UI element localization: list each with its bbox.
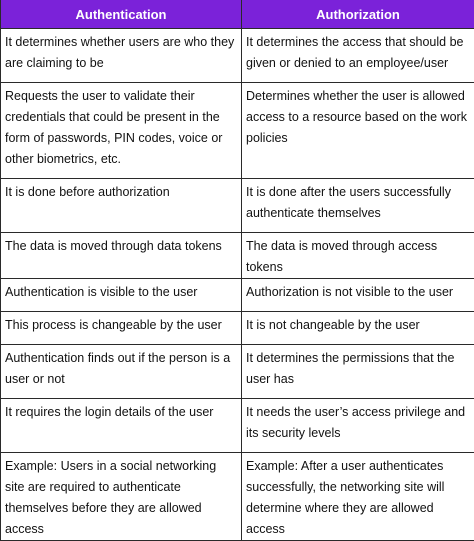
table-row	[1, 83, 474, 179]
authentication-cell: It is done before authorization	[1, 179, 242, 233]
authorization-cell: The data is moved through access tokens	[242, 233, 474, 279]
authentication-cell: Authentication is visible to the user	[1, 279, 242, 312]
table-row	[1, 399, 474, 453]
table-row	[1, 279, 474, 312]
header-authorization: Authorization	[242, 0, 474, 29]
table-row	[1, 29, 474, 83]
authorization-cell: It needs the user’s access privilege and its security levels	[242, 399, 474, 453]
authentication-cell: It determines whether users are who they are claiming to be	[1, 29, 242, 83]
table-row	[1, 312, 474, 345]
authorization-cell: It is done after the users successfully authenticate themselves	[242, 179, 474, 233]
authentication-cell: It requires the login details of the user	[1, 399, 242, 453]
authorization-cell: Example: After a user authenticates successfully, the networking site will determine where they are allowed access	[242, 453, 474, 541]
authorization-cell: It determines the permissions that the user has	[242, 345, 474, 399]
table-row	[1, 179, 474, 233]
authentication-cell: Example: Users in a social networking site are required to authenticate themselves before they are allowed access	[1, 453, 242, 541]
header-authentication: Authentication	[1, 0, 242, 29]
authorization-cell: It is not changeable by the user	[242, 312, 474, 345]
table-body	[1, 29, 474, 541]
authentication-cell: This process is changeable by the user	[1, 312, 242, 345]
table-row	[1, 345, 474, 399]
authentication-cell: Requests the user to validate their credentials that could be present in the form of passwords, PIN codes, voice or other biometrics, etc.	[1, 83, 242, 179]
header-row	[1, 0, 474, 29]
authentication-cell: Authentication finds out if the person is a user or not	[1, 345, 242, 399]
authentication-cell: The data is moved through data tokens	[1, 233, 242, 279]
table-header	[1, 0, 474, 29]
authorization-cell: It determines the access that should be given or denied to an employee/user	[242, 29, 474, 83]
authorization-cell: Authorization is not visible to the user	[242, 279, 474, 312]
authorization-cell: Determines whether the user is allowed access to a resource based on the work policies	[242, 83, 474, 179]
table-row	[1, 233, 474, 279]
table-row	[1, 453, 474, 541]
